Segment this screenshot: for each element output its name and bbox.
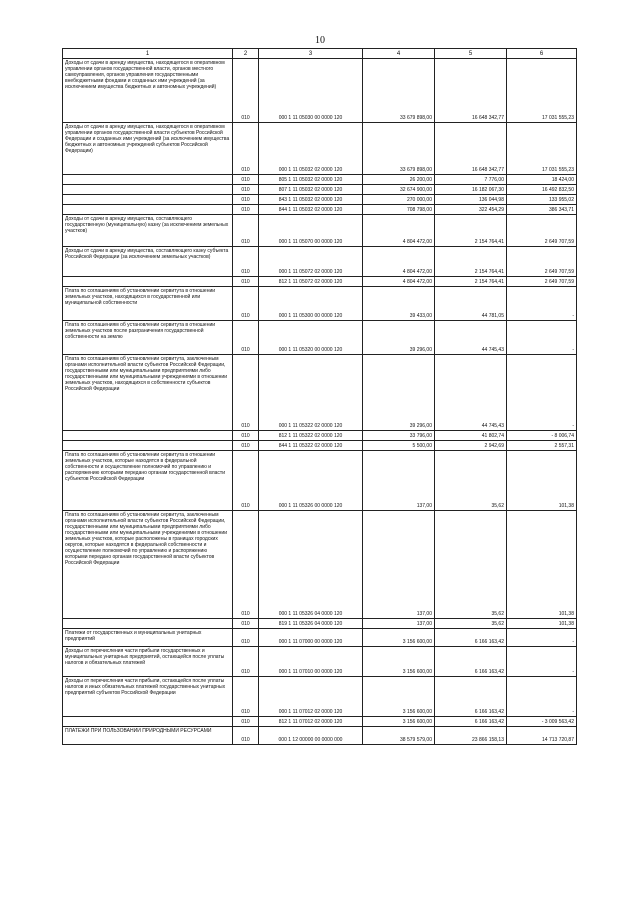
approved-amount: 39 296,00 (363, 321, 435, 355)
approved-amount: 39 433,00 (363, 287, 435, 321)
header-cell: 6 (507, 49, 577, 59)
row-description: Плата по соглашениям об установлении сервитута в отношении земельных участков, которые находятся в федеральной собственности и осуществление полномочий по управлению и распоряжению которыми передано органам государственной власти субъектов Российской Федерации (63, 451, 233, 511)
row-description: Платежи от государственных и муниципальных унитарных предприятий (63, 629, 233, 647)
row-description (63, 277, 233, 287)
row-description (63, 619, 233, 629)
unexecuted-amount: - (507, 647, 577, 677)
budget-classification-code: 000 1 11 07010 00 0000 120 (259, 647, 363, 677)
unexecuted-amount: 2 649 707,59 (507, 215, 577, 247)
approved-amount: 4 804 472,00 (363, 247, 435, 277)
approved-amount: 3 156 600,00 (363, 647, 435, 677)
executed-amount: 6 166 163,42 (435, 629, 507, 647)
executed-amount: 7 776,00 (435, 175, 507, 185)
row-description: Плата по соглашениям об установлении сервитута, заключенным органами исполнительной власти субъектов Российской Федерации, государственными или муниципальными предприятиями либо государственными или муниципальными учреждениями в отношении земельных участков, которые расположены в границах городских округов, которые находятся в федеральной собственности и осуществление полномочий по управлению и распоряжению которыми передано органам государственной власти субъектов Российской Федерации (63, 511, 233, 619)
executed-amount: 41 802,74 (435, 431, 507, 441)
unexecuted-amount: 2 557,31 (507, 441, 577, 451)
table-row (63, 205, 577, 215)
row-code: 010 (233, 185, 259, 195)
row-description: Плата по соглашениям об установлении сервитута в отношении земельных участков после разграничения государственной собственности на землю (63, 321, 233, 355)
budget-classification-code: 807 1 11 05032 02 0000 120 (259, 185, 363, 195)
unexecuted-amount: - 8 006,74 (507, 431, 577, 441)
table-row (63, 195, 577, 205)
unexecuted-amount: - 3 009 563,42 (507, 717, 577, 727)
table-row (63, 277, 577, 287)
budget-classification-code: 000 1 12 00000 00 0000 000 (259, 727, 363, 745)
executed-amount: 2 942,69 (435, 441, 507, 451)
unexecuted-amount: 14 713 720,87 (507, 727, 577, 745)
row-description: Доходы от сдачи в аренду имущества, составляющего казну субъекта Российской Федерации (за исключением земельных участков) (63, 247, 233, 277)
unexecuted-amount: 16 492 832,50 (507, 185, 577, 195)
row-description (63, 431, 233, 441)
budget-classification-code: 000 1 11 07000 00 0000 120 (259, 629, 363, 647)
table-row (63, 287, 577, 321)
approved-amount: 32 674 900,00 (363, 185, 435, 195)
header-cell: 4 (363, 49, 435, 59)
executed-amount: 6 166 163,42 (435, 717, 507, 727)
table-row (63, 451, 577, 511)
approved-amount: 270 000,00 (363, 195, 435, 205)
row-description (63, 195, 233, 205)
header-cell: 3 (259, 49, 363, 59)
unexecuted-amount: 101,38 (507, 511, 577, 619)
executed-amount: 6 166 163,42 (435, 677, 507, 717)
unexecuted-amount: - (507, 355, 577, 431)
row-code: 010 (233, 441, 259, 451)
unexecuted-amount: 386 343,71 (507, 205, 577, 215)
row-description: Доходы от перечисления части прибыли государственных и муниципальных унитарных предприятий, остающейся после уплаты налогов и обязательных платежей (63, 647, 233, 677)
approved-amount: 3 156 600,00 (363, 629, 435, 647)
income-table (62, 48, 577, 745)
table-row (63, 59, 577, 123)
unexecuted-amount: 2 649 707,59 (507, 247, 577, 277)
unexecuted-amount: 18 424,00 (507, 175, 577, 185)
unexecuted-amount: 133 955,02 (507, 195, 577, 205)
table-row (63, 355, 577, 431)
executed-amount: 16 182 067,30 (435, 185, 507, 195)
row-code: 010 (233, 647, 259, 677)
budget-classification-code: 812 1 11 07012 02 0000 120 (259, 717, 363, 727)
row-code: 010 (233, 215, 259, 247)
executed-amount: 35,62 (435, 511, 507, 619)
row-code: 010 (233, 511, 259, 619)
header-cell: 5 (435, 49, 507, 59)
unexecuted-amount: 2 649 707,59 (507, 277, 577, 287)
budget-classification-code: 844 1 11 05322 02 0000 120 (259, 441, 363, 451)
row-code: 010 (233, 205, 259, 215)
approved-amount: 3 156 600,00 (363, 717, 435, 727)
budget-classification-code: 000 1 11 07012 02 0000 120 (259, 677, 363, 717)
executed-amount: 35,62 (435, 619, 507, 629)
table-row (63, 431, 577, 441)
row-code: 010 (233, 277, 259, 287)
row-description: Плата по соглашениям об установлении сервитута в отношении земельных участков, находящихся в государственной или муниципальной собственности (63, 287, 233, 321)
executed-amount: 16 648 342,77 (435, 123, 507, 175)
approved-amount: 708 798,00 (363, 205, 435, 215)
budget-classification-code: 000 1 11 05070 00 0000 120 (259, 215, 363, 247)
header-cell: 2 (233, 49, 259, 59)
row-description: Плата по соглашениям об установлении сервитута, заключенным органами исполнительной власти субъектов Российской Федерации, государственными или муниципальными предприятиями либо государственными или муниципальными учреждениями в отношении земельных участков, находящихся в собственности субъектов Российской Федерации (63, 355, 233, 431)
header-row (63, 49, 577, 59)
table-row (63, 441, 577, 451)
executed-amount: 35,62 (435, 451, 507, 511)
budget-classification-code: 812 1 11 05072 02 0000 120 (259, 277, 363, 287)
unexecuted-amount: 101,38 (507, 619, 577, 629)
executed-amount: 23 866 158,13 (435, 727, 507, 745)
row-description: Доходы от перечисления части прибыли, остающейся после уплаты налогов и иных обязательных платежей государственных унитарных предприятий субъектов Российской Федерации (63, 677, 233, 717)
table-row (63, 215, 577, 247)
row-code: 010 (233, 287, 259, 321)
unexecuted-amount: 101,38 (507, 451, 577, 511)
row-code: 010 (233, 321, 259, 355)
table-row (63, 321, 577, 355)
row-code: 010 (233, 247, 259, 277)
row-description (63, 175, 233, 185)
approved-amount: 38 579 579,00 (363, 727, 435, 745)
executed-amount: 2 154 764,41 (435, 215, 507, 247)
row-description: Доходы от сдачи в аренду имущества, составляющего государственную (муниципальную) казну (за исключением земельных участков) (63, 215, 233, 247)
budget-classification-code: 844 1 11 05032 02 0000 120 (259, 205, 363, 215)
row-description (63, 717, 233, 727)
budget-classification-code: 805 1 11 05032 02 0000 120 (259, 175, 363, 185)
table-row (63, 185, 577, 195)
row-code: 010 (233, 195, 259, 205)
row-description: Доходы от сдачи в аренду имущества, находящегося в оперативном управлении органов государственной власти, органов местного самоуправления, органов управления государственными внебюджетными фондами и созданных ими учреждений (за исключением имущества бюджетных и автономных учреждений) (63, 59, 233, 123)
row-code: 010 (233, 431, 259, 441)
budget-classification-code: 000 1 11 05072 02 0000 120 (259, 247, 363, 277)
approved-amount: 137,00 (363, 451, 435, 511)
table-row (63, 717, 577, 727)
budget-classification-code: 000 1 11 05320 00 0000 120 (259, 321, 363, 355)
table-row (63, 247, 577, 277)
row-description (63, 205, 233, 215)
approved-amount: 5 500,00 (363, 441, 435, 451)
executed-amount: 2 154 764,41 (435, 247, 507, 277)
approved-amount: 4 804 472,00 (363, 215, 435, 247)
table-row (63, 727, 577, 745)
executed-amount: 44 745,43 (435, 355, 507, 431)
budget-classification-code: 000 1 11 05326 04 0000 120 (259, 511, 363, 619)
executed-amount: 6 166 163,42 (435, 647, 507, 677)
row-code: 010 (233, 123, 259, 175)
row-code: 010 (233, 677, 259, 717)
table-row (63, 647, 577, 677)
approved-amount: 33 796,00 (363, 431, 435, 441)
row-description (63, 185, 233, 195)
budget-classification-code: 000 1 11 05032 02 0000 120 (259, 123, 363, 175)
approved-amount: 3 156 600,00 (363, 677, 435, 717)
row-code: 010 (233, 175, 259, 185)
unexecuted-amount: 17 031 555,23 (507, 59, 577, 123)
row-description (63, 441, 233, 451)
budget-classification-code: 812 1 11 05322 02 0000 120 (259, 431, 363, 441)
row-code: 010 (233, 619, 259, 629)
executed-amount: 16 648 342,77 (435, 59, 507, 123)
row-description: ПЛАТЕЖИ ПРИ ПОЛЬЗОВАНИИ ПРИРОДНЫМИ РЕСУРСАМИ (63, 727, 233, 745)
budget-classification-code: 000 1 11 05030 00 0000 120 (259, 59, 363, 123)
unexecuted-amount: - (507, 629, 577, 647)
approved-amount: 33 679 898,00 (363, 59, 435, 123)
row-code: 010 (233, 717, 259, 727)
approved-amount: 39 296,00 (363, 355, 435, 431)
table-row (63, 619, 577, 629)
row-code: 010 (233, 629, 259, 647)
executed-amount: 44 745,43 (435, 321, 507, 355)
approved-amount: 33 679 898,00 (363, 123, 435, 175)
table-row (63, 677, 577, 717)
approved-amount: 26 200,00 (363, 175, 435, 185)
row-code: 010 (233, 451, 259, 511)
table-row (63, 175, 577, 185)
unexecuted-amount: - (507, 321, 577, 355)
unexecuted-amount: - (507, 677, 577, 717)
row-code: 010 (233, 59, 259, 123)
unexecuted-amount: 17 031 555,23 (507, 123, 577, 175)
header-cell: 1 (63, 49, 233, 59)
approved-amount: 4 804 472,00 (363, 277, 435, 287)
executed-amount: 136 044,98 (435, 195, 507, 205)
executed-amount: 44 781,05 (435, 287, 507, 321)
budget-classification-code: 000 1 11 05326 00 0000 120 (259, 451, 363, 511)
row-code: 010 (233, 727, 259, 745)
page-number: 10 (315, 35, 325, 46)
budget-classification-code: 819 1 11 05326 04 0000 120 (259, 619, 363, 629)
budget-classification-code: 000 1 11 05300 00 0000 120 (259, 287, 363, 321)
budget-classification-code: 000 1 11 05322 02 0000 120 (259, 355, 363, 431)
table-row (63, 629, 577, 647)
unexecuted-amount: - (507, 287, 577, 321)
executed-amount: 322 454,29 (435, 205, 507, 215)
approved-amount: 137,00 (363, 511, 435, 619)
budget-classification-code: 843 1 11 05032 02 0000 120 (259, 195, 363, 205)
row-code: 010 (233, 355, 259, 431)
table-row (63, 123, 577, 175)
table-row (63, 511, 577, 619)
approved-amount: 137,00 (363, 619, 435, 629)
executed-amount: 2 154 764,41 (435, 277, 507, 287)
row-description: Доходы от сдачи в аренду имущества, находящегося в оперативном управлении органов государственной власти субъектов Российской Федерации и созданных ими учреждений (за исключением имущества бюджетных и автономных учреждений субъектов Российской Федерации) (63, 123, 233, 175)
